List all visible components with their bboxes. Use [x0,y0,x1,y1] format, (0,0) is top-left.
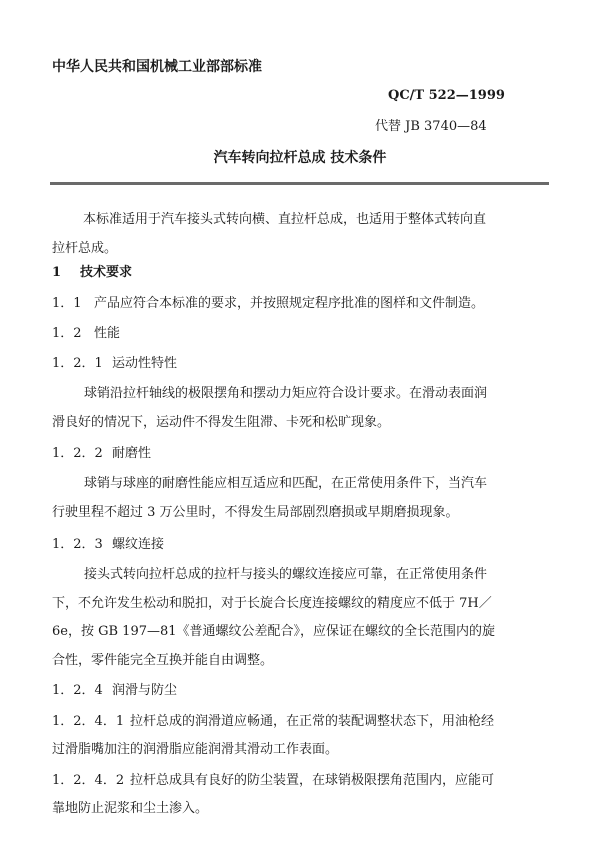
standard-number: QC/T 522—1999 [388,88,505,103]
ministry-header: 中华人民共和国机械工业部部标准 [52,59,262,75]
clause-title: 运动性特性 [112,356,178,371]
section-number: 1 [52,265,62,280]
clause-title: 性能 [94,326,121,341]
clause-number: 1．1 [52,296,82,311]
clause-1-2-3 [52,538,164,551]
clause-number: 1．2．4 [52,683,103,698]
document-title: 汽车转向拉杆总成 技术条件 [213,150,387,166]
scope-paragraph: 本标准适用于汽车接头式转向横、直拉杆总成，也适用于整体式转向直拉杆总成。 [52,212,487,256]
clause-1-2 [52,327,120,340]
clause-1-1 [52,297,484,310]
clause-1-2-2-body: 球销与球座的耐磨性能应相互适应和匹配，在正常使用条件下，当汽车行驶里程不超过 3 万公里时，不得发生局部剧烈磨损或早期磨损现象。 [52,476,488,520]
replaces-standard: 代替 JB 3740—84 [375,119,487,134]
clause-1-2-4 [52,684,177,697]
clause-number: 1．2．4．2 [52,773,125,788]
section-title: 技术要求 [80,265,133,280]
clause-1-2-2 [52,447,151,460]
clause-1-2-4-1 [52,708,498,764]
clause-1-2-3-body: 接头式转向拉杆总成的拉杆与接头的螺纹连接应可靠，在正常使用条件下，不允许发生松动和脱扣，对于长旋合长度连接螺纹的精度应不低于 7H／6e，按 GB 197—81《普通螺纹公差配合》，应保证在螺纹的全长范围内的旋合性，零件能完全互换并能自由调整。 [52,567,496,668]
clause-1-2-1 [52,357,177,370]
section-1-heading [52,266,132,279]
clause-1-2-4-2 [52,767,498,823]
clause-text: 拉杆总成的润滑道应畅通，在正常的装配调整状态下，用油枪经过滑脂嘴加注的润滑脂应能润滑其滑动工作表面。 [52,714,495,757]
clause-text: 拉杆总成具有良好的防尘装置，在球销极限摆角范围内，应能可靠地防止泥浆和尘土渗入。 [52,773,495,816]
clause-number: 1．2．2 [52,446,103,461]
clause-number: 1．2．3 [52,537,103,552]
clause-title: 润滑与防尘 [112,683,178,698]
title-divider [50,182,549,185]
clause-title: 螺纹连接 [112,537,165,552]
clause-title: 耐磨性 [112,446,152,461]
clause-number: 1．2．4．1 [52,714,125,729]
clause-number: 1．2 [52,326,82,341]
clause-1-2-1-body: 球销沿拉杆轴线的极限摆角和摆动力矩应符合设计要求。在滑动表面润滑良好的情况下，运动件不得发生阻滞、卡死和松旷现象。 [52,386,488,430]
clause-text: 产品应符合本标准的要求，并按照规定程序批准的图样和文件制造。 [94,296,485,311]
clause-number: 1．2．1 [52,356,103,371]
